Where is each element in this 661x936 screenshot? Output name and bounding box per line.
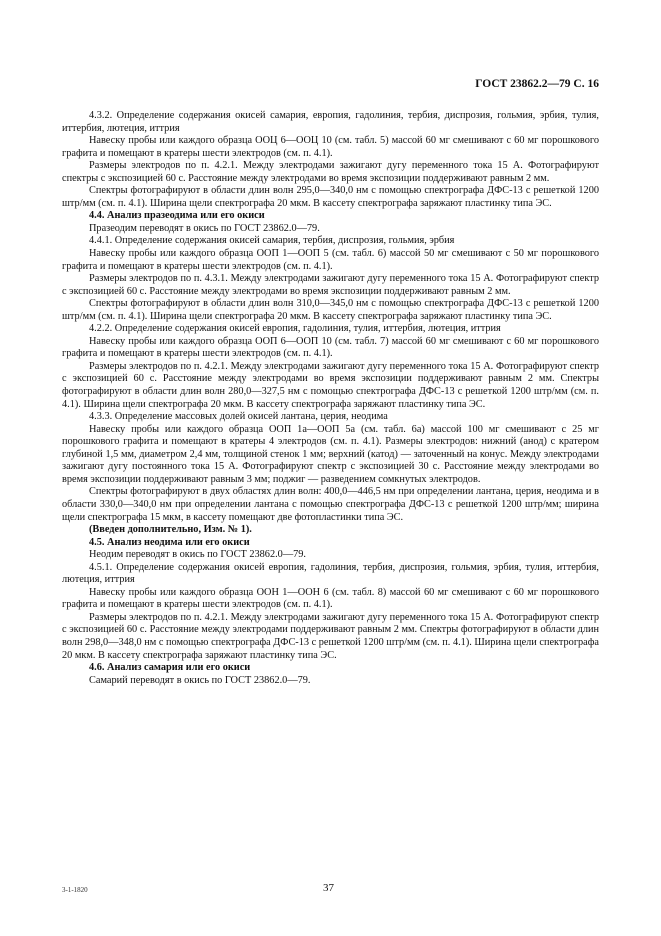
paragraph: Спектры фотографируют в области длин волн 310,0—345,0 нм с помощью спектрографа ДФС-13 с решеткой 1200 штр/мм (см. п. 4.1). Ширина щели спектрографа 20 мкм. В кассету спектрографа заряжают пластинку типа ЭС.	[62, 298, 599, 322]
section-heading: (Введен дополнительно, Изм. № 1).	[89, 524, 252, 536]
paragraph: 4.5.1. Определение содержания окисей европия, гадолиния, тербия, диспрозия, гольмия, эрбия, тулия, иттербия, лютеция, иттрия	[62, 561, 599, 586]
paragraph: Размеры электродов по п. 4.2.1. Между электродами зажигают дугу переменного тока 15 А. Фотографируют спектры с экспозицией 60 с. Расстояние между электродами во время экспозиции поддерживают равным 2 мм.	[62, 160, 599, 184]
paragraph: Спектры фотографируют в области длин волн 295,0—340,0 нм с помощью спектрографа ДФС-13 с решеткой 1200 штр/мм (см. п. 4.1). Ширина щели спектрографа 20 мкм. В кассету спектрографа заряжают пластинку типа ЭС.	[62, 185, 599, 209]
section-heading: 4.6. Анализ самария или его окиси	[89, 662, 251, 674]
paragraph: Спектры фотографируют в двух областях длин волн: 400,0—446,5 нм при определении лантана, церия, неодима и в области 330,0—340,0 нм при определении лантана с помощью спектрографа ДФС-13 с решеткой 1200 штр/мм; ширина щели спектрографа 15 мкм, в кассету помещают две фотопластинки типа ЭС.	[62, 486, 599, 523]
section-heading: 4.5. Анализ неодима или его окиси	[89, 536, 250, 548]
paragraph: Неодим переводят в окись по ГОСТ 23862.0—79.	[89, 549, 306, 561]
paragraph: Навеску пробы или каждого образца ООП 6—ООП 10 (см. табл. 7) массой 60 мг смешивают с 60 мг порошкового графита и помещают в кратеры шести электродов (см. п. 4.1).	[62, 335, 599, 360]
paragraph: Навеску пробы или каждого образца ООП 1а—ООП 5а (см. табл. 6а) массой 100 мг смешивают с 25 мг порошкового графита и помещают в кратеры 4 электродов (см. п. 4.1). Размеры электродов: нижний (анод) с кратером глубиной 1,5 мм, диаметром 2,4 мм, толщиной стенок 1 мм; верхний (катод) — заточенный на конус. Между электродами зажигают дугу постоянного тока 15 А. Фотографируют спектр с экспозицией 30 с. Расстояние между электродами во время экспозиции поддерживают равным 3 мм; поджиг — разведением сомкнутых электродов.	[62, 423, 599, 485]
paragraph: Самарий переводят в окись по ГОСТ 23862.0—79.	[89, 674, 311, 686]
paragraph: Навеску пробы или каждого образца ООП 1—ООП 5 (см. табл. 6) массой 50 мг смешивают с 50 мг порошкового графита и помещают в кратеры шести электродов (см. п. 4.1).	[62, 248, 599, 272]
paragraph: 4.4.1. Определение содержания окисей самария, тербия, диспрозия, гольмия, эрбия	[89, 235, 455, 247]
print-code: 3-1-1820	[62, 886, 88, 894]
paragraph: Празеодим переводят в окись по ГОСТ 23862.0—79.	[89, 222, 320, 234]
paragraph: Размеры электродов по п. 4.2.1. Между электродами зажигают дугу переменного тока 15 А. Фотографируют спектр с экспозицией 60 с. Расстояние между электродами во время экспозиции поддерживают равным 2 мм. Спектры фотографируют в области длин волн 280,0—327,5 нм с помощью спектрографа ДФС-13 с решеткой 1200 штр/мм (см. п. 4.1). Ширина щели спектрографа 20 мкм. В кассету спектрографа заряжают пластинку типа ЭС.	[62, 360, 599, 410]
paragraph: 4.3.3. Определение массовых долей окисей лантана, церия, неодима	[89, 411, 388, 423]
paragraph: Размеры электродов по п. 4.2.1. Между электродами зажигают дугу переменного тока 15 А. Фотографируют спектр с экспозицией 60 с. Расстояние между электродами поддерживают равным 2 мм. Спектры фотографируют в области длин волн 298,0—348,0 нм с помощью спектрографа ДФС-13 с решеткой 1200 штр/мм (см. п. 4.1). Ширина щели спектрографа 20 мкм. В кассету спектрографа заряжают пластинку типа ЭС.	[62, 611, 599, 661]
page-number: 37	[323, 882, 334, 894]
paragraph: 4.2.2. Определение содержания окисей европия, гадолиния, тулия, иттербия, лютеция, иттрия	[89, 323, 501, 335]
paragraph: Размеры электродов по п. 4.3.1. Между электродами зажигают дугу переменного тока 15 А. Фотографируют спектр с экспозицией 60 с. Расстояние между электродами во время экспозиции поддерживают равным 2 мм.	[62, 273, 599, 297]
document-body	[62, 110, 599, 687]
paragraph: Навеску пробы или каждого образца ООЦ 6—ООЦ 10 (см. табл. 5) массой 60 мг смешивают с 60 мг порошкового графита и помещают в кратеры шести электродов (см. п. 4.1).	[62, 135, 599, 159]
page-header: ГОСТ 23862.2—79 С. 16	[475, 78, 599, 90]
paragraph: Навеску пробы или каждого образца ООН 1—ООН 6 (см. табл. 8) массой 60 мг смешивают с 60 мг порошкового графита и помещают в кратеры шести электродов (см. п. 4.1).	[62, 586, 599, 611]
section-heading: 4.4. Анализ празеодима или его окиси	[89, 210, 265, 222]
paragraph: 4.3.2. Определение содержания окисей самария, европия, гадолиния, тербия, диспрозия, гольмия, эрбия, тулия, иттербия, лютеция, иттрия	[62, 110, 599, 134]
